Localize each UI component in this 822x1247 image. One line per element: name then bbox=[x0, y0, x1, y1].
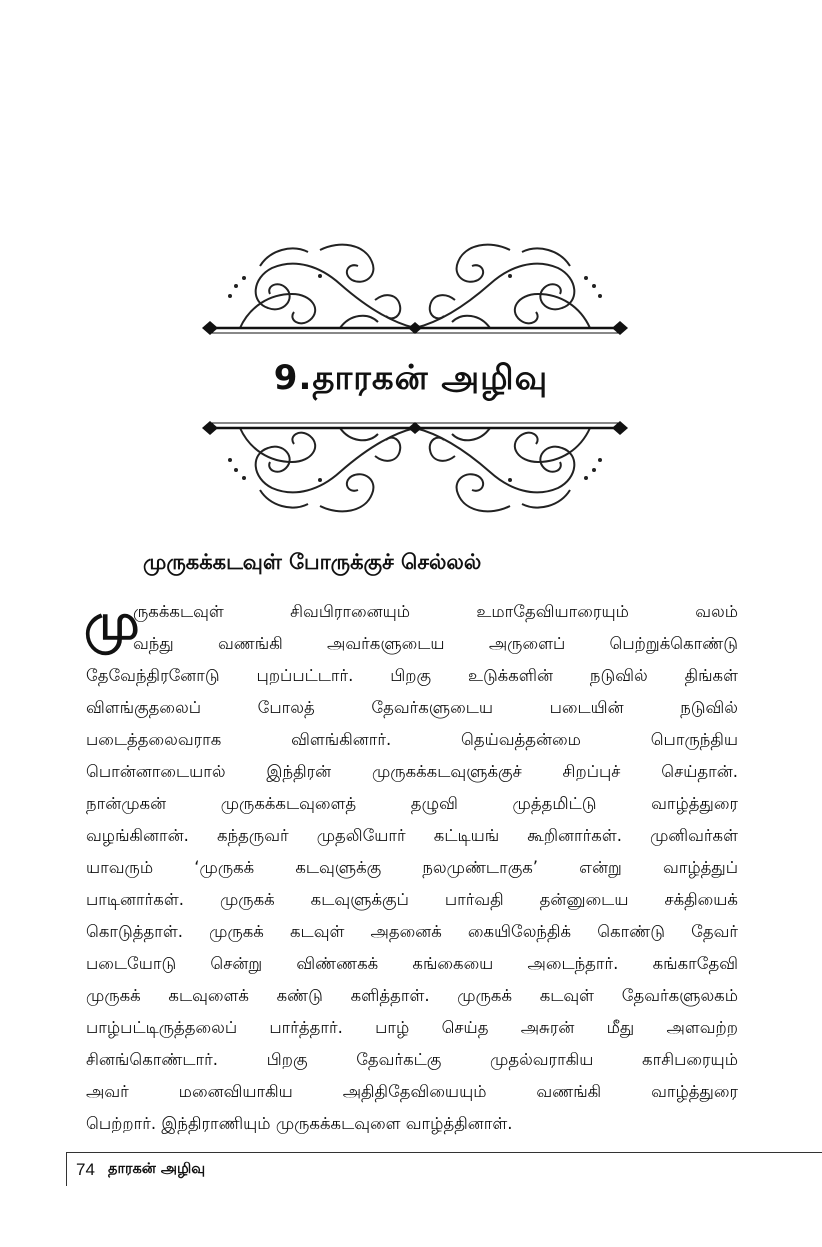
body-line: அவர் மனைவியாகிய அதிதிதேவியையும் வணங்கி வாழ்த்துரை bbox=[86, 1082, 738, 1101]
body-line: கொடுத்தாள். முருகக் கடவுள் அதனைக் கையிலேந்திக் கொண்டு தேவர் bbox=[86, 922, 738, 941]
body-line: பாடினார்கள். முருகக் கடவுளுக்குப் பார்வதி தன்னுடைய சக்தியைக் bbox=[86, 890, 738, 909]
body-line: சினங்கொண்டார். பிறகு தேவர்கட்கு முதல்வராகிய காசிபரையும் bbox=[86, 1050, 738, 1069]
body-line: பொன்னாடையால் இந்திரன் முருகக்கடவுளுக்குச் சிறப்புச் செய்தான். bbox=[86, 762, 738, 781]
body-line: படைத்தலைவராக விளங்கினார். தெய்வத்தன்மை பொருந்திய bbox=[86, 730, 738, 749]
body-line: பெற்றார். இந்திராணியும் முருகக்கடவுளை வாழ்த்தினாள். bbox=[86, 1114, 513, 1133]
footer-rule-vertical bbox=[66, 1152, 67, 1186]
body-line: யாவரும் ‘முருகக் கடவுளுக்கு நலமுண்டாகுக’ என்று வாழ்த்துப் bbox=[86, 858, 738, 877]
body-line: வந்து வணங்கி அவர்களுடைய அருளைப் பெற்றுக்கொண்டு bbox=[133, 634, 738, 653]
section-title: முருகக்கடவுள் போருக்குச் செல்லல் bbox=[143, 550, 482, 574]
bottom-ornament bbox=[200, 420, 630, 520]
body-line: விளங்குதலைப் போலத் தேவர்களுடைய படையின் நடுவில் bbox=[86, 698, 738, 717]
top-ornament bbox=[200, 236, 630, 336]
chapter-title: 9.தாரகன் அழிவு bbox=[273, 358, 549, 398]
body-line: ருகக்கடவுள் சிவபிரானையும் உமாதேவியாரையும் வலம் bbox=[133, 602, 738, 621]
body-line: முருகக் கடவுளைக் கண்டு களித்தாள். முருகக் கடவுள் தேவர்களுலகம் bbox=[86, 986, 738, 1005]
drop-cap: மு bbox=[84, 592, 140, 651]
body-line: படையோடு சென்று விண்ணகக் கங்கையை அடைந்தார். கங்காதேவி bbox=[86, 954, 738, 973]
body-line: வழங்கினான். கந்தருவர் முதலியோர் கட்டியங் கூறினார்கள். முனிவர்கள் bbox=[86, 826, 738, 845]
footer-rule bbox=[66, 1152, 822, 1153]
body-line: நான்முகன் முருகக்கடவுளைத் தழுவி முத்தமிட்டு வாழ்த்துரை bbox=[86, 794, 738, 813]
running-head: தாரகன் அழிவு bbox=[108, 1161, 206, 1177]
page-number: 74 bbox=[76, 1160, 95, 1179]
body-line: பாழ்பட்டிருத்தலைப் பார்த்தார். பாழ் செய்த அசுரன் மீது அளவற்ற bbox=[86, 1018, 738, 1037]
body-line: தேவேந்திரனோடு புறப்பட்டார். பிறகு உடுக்களின் நடுவில் திங்கள் bbox=[86, 666, 738, 685]
